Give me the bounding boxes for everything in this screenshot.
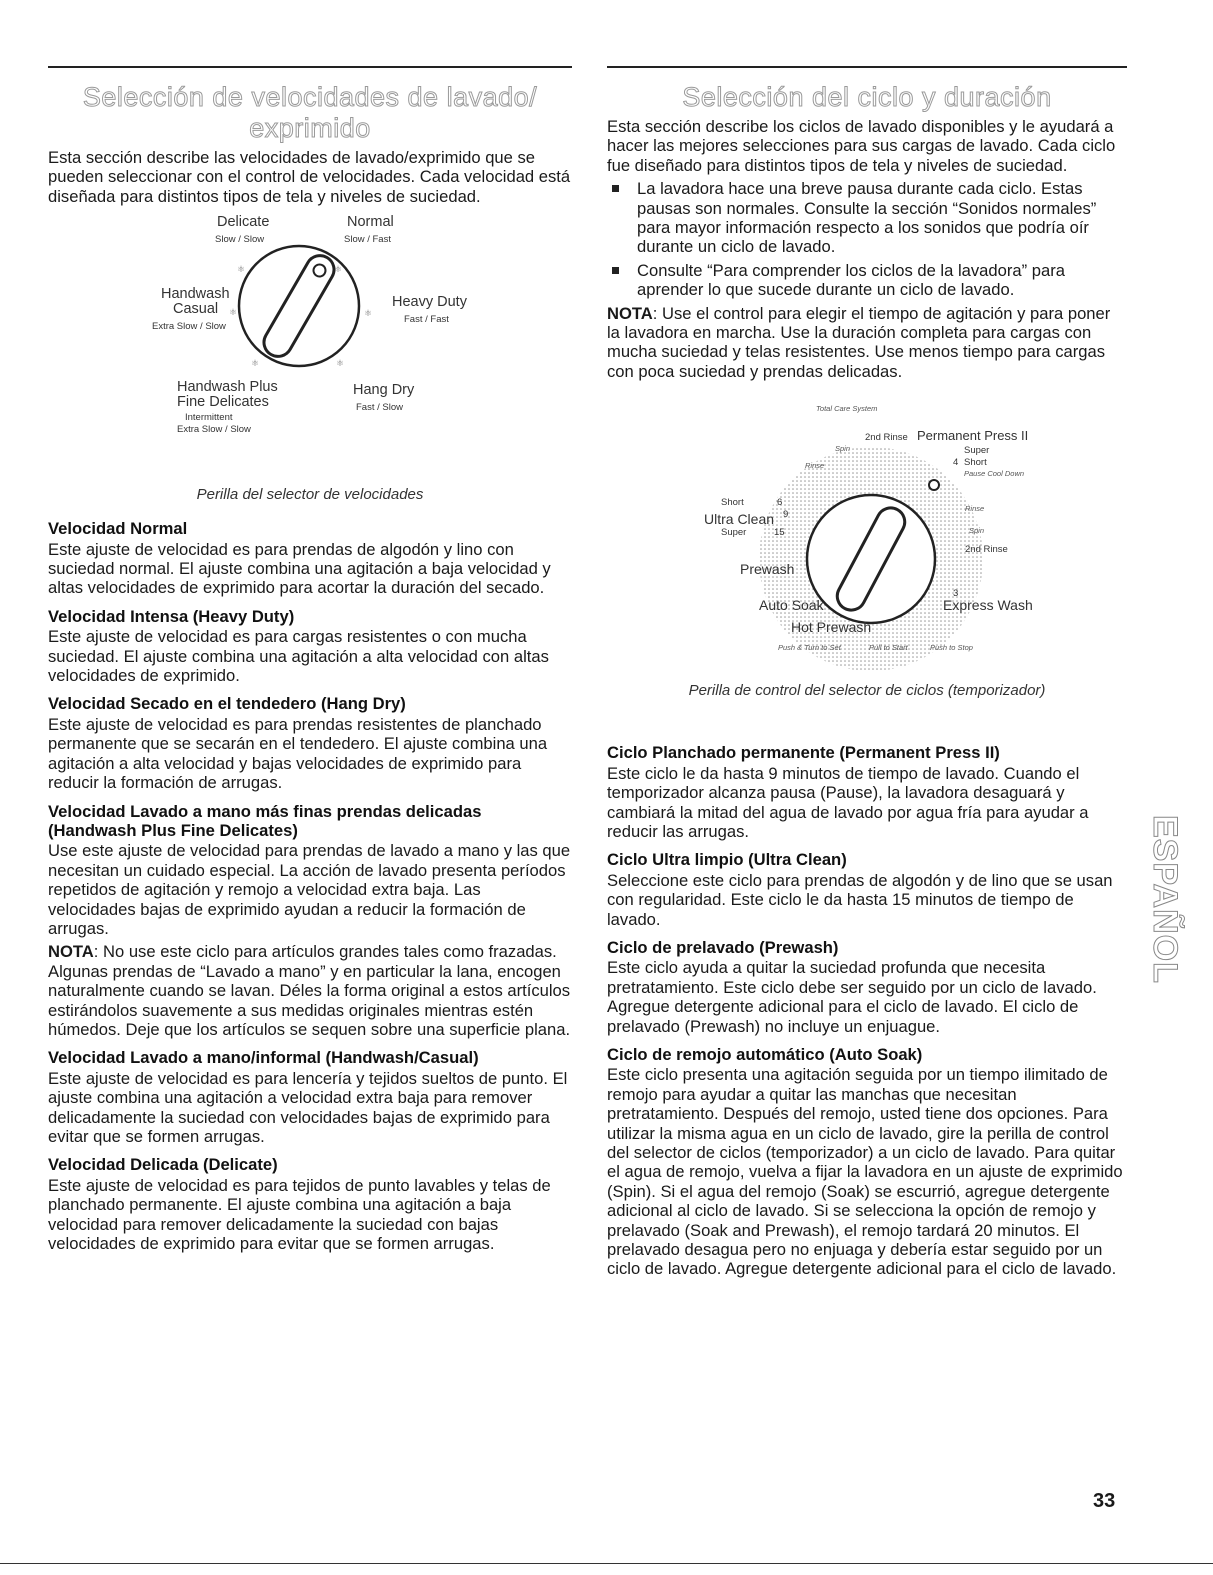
knob-label-casual: Casual: [173, 301, 219, 318]
speed-knob-caption: Perilla del selector de velocidades: [196, 486, 424, 504]
bullet-item: Consulte “Para comprender los ciclos de la lavadora” para aprender lo que sucede durante un ciclo de lavado.: [607, 261, 1127, 300]
right-top-rule: [607, 66, 1127, 68]
timer-hint-push-turn: Push & Turn to Set: [778, 643, 841, 653]
right-sections: [607, 743, 1127, 1279]
timer-system-label: Total Care System: [816, 404, 878, 414]
section-body: Use este ajuste de velocidad para prendas de lavado a mano y las que necesitan un cuidado especial. La acción de lavado presenta períodos repetidos de agitación y remojo a velocidad extra baja. Las velocidades bajas de exprimido ayudan a reducir la formación de arrugas.: [48, 841, 571, 938]
right-intro: Esta sección describe los ciclos de lavado disponibles y le ayudará a hacer las mejores selecciones para sus cargas de lavado. Cada ciclo fue diseñado para distintos tipos de tela y niveles de suciedad.: [607, 117, 1116, 175]
timer-label-super: Super: [964, 445, 990, 457]
knob-label-hang-dry: Hang Dry: [353, 382, 415, 399]
section-body: Este ajuste de velocidad es para prendas resistentes de planchado permanente que se secarán en el tendedero. El ajuste combina una agitación a alta velocidad y bajas velocidades de exprimido para reducir la formación de arrugas.: [48, 714, 548, 793]
timer-hint-push-stop: Push to Stop: [930, 643, 973, 653]
knob-label-normal: Normal: [347, 214, 394, 231]
left-sections: [48, 519, 572, 1253]
timer-hint-pull-start: Pull to Start: [869, 643, 908, 653]
knob-speed-heavy-duty: Fast / Fast: [404, 314, 449, 326]
left-note: [48, 942, 572, 1039]
timer-label-express-wash: Express Wash: [943, 597, 1033, 614]
timer-knob-caption: Perilla de control del selector de ciclos (temporizador): [688, 682, 1046, 700]
knob-speed-handwash-plus: Extra Slow / Slow: [177, 424, 251, 436]
note-text: : No use este ciclo para artículos grandes tales como frazadas. Algunas prendas de “Lavado a mano” y en particular la lana, encogen naturalmente cuando se lavan. Déles la forma original a estos artículos estirándolos suavemente a sus medidas originales mientras estén húmedos. Deje que los artículos se sequen sobre una superficie plana.: [48, 942, 571, 1039]
left-intro: Esta sección describe las velocidades de lavado/exprimido que se pueden seleccionar con el control de velocidades. Cada velocidad está diseñada para distintos tipos de tela y niveles de suciedad.: [48, 148, 571, 206]
section-heading: Velocidad Intensa (Heavy Duty): [48, 606, 295, 626]
speed-knob-graphic: [48, 214, 572, 510]
right-column: [607, 66, 1127, 1279]
note-label: NOTA: [607, 303, 653, 323]
language-tab-label: ESPAÑOL: [1146, 815, 1184, 984]
left-top-rule: [48, 66, 572, 68]
left-column: [48, 66, 572, 1253]
bottom-rule: [0, 1563, 1213, 1564]
timer-label-super-left: Super: [721, 527, 747, 539]
knob-label-delicate: Delicate: [217, 214, 270, 231]
timer-minutes-3: 3: [953, 588, 959, 600]
timer-label-spin-right: Spin: [969, 526, 985, 536]
timer-label-auto-soak: Auto Soak: [759, 597, 824, 614]
knob-speed-casual: Extra Slow / Slow: [152, 321, 226, 333]
timer-knob-graphic: [607, 399, 1127, 699]
timer-label-rinse: Rinse: [805, 461, 825, 471]
timer-label-short-left: Short: [721, 497, 744, 509]
timer-minutes-4: 4: [953, 457, 959, 469]
knob-speed-delicate: Slow / Slow: [215, 234, 265, 246]
knob-label-intermittent: Intermittent: [185, 412, 233, 424]
section-body: Este ajuste de velocidad es para prendas de algodón y lino con suciedad normal. El ajuste combina una agitación a baja velocidad y altas velocidades de exprimido para acortar la duración del secado.: [48, 539, 551, 598]
knob-label-handwash: Handwash: [161, 286, 230, 303]
section-body: Seleccione este ciclo para prendas de algodón y de lino que se usan con regularidad. Este ciclo le da hasta 15 minutos de tiempo de lavado.: [607, 870, 1113, 929]
language-side-tab: [1146, 815, 1186, 1055]
section-body: Este ajuste de velocidad es para cargas resistentes o con mucha suciedad. El ajuste combina una agitación a alta velocidad con altas velocidades de exprimido.: [48, 627, 549, 686]
timer-label-pause: Pause Cool Down: [964, 469, 1025, 479]
timer-minutes-9: 9: [783, 509, 789, 521]
knob-label-fine-delicates: Fine Delicates: [177, 394, 269, 411]
timer-label-permanent-press: Permanent Press II: [917, 428, 1029, 444]
svg-text:⚛: ⚛: [237, 264, 246, 275]
note-label: NOTA: [48, 942, 94, 962]
section-heading: Velocidad Lavado a mano más finas prendas delicadas (Handwash Plus Fine Delicates): [48, 801, 482, 840]
right-section-title: Selección del ciclo y duración: [682, 82, 1052, 112]
timer-label-spin: Spin: [835, 444, 851, 454]
section-body: Este ajuste de velocidad es para tejidos de punto lavables y telas de planchado permanente. El ajuste combina una agitación a baja velocidad para remover delicadamente la suciedad con bajas velocidades de exprimido para evitar que se formen arrugas.: [48, 1175, 551, 1254]
section-body: Este ajuste de velocidad es para lencería y tejidos sueltos de punto. El ajuste combina una agitación a velocidad extra baja para remover delicadamente la suciedad con velocidades bajas de exprimido para evitar que se formen arrugas.: [48, 1068, 568, 1146]
bullet-item: La lavadora hace una breve pausa durante cada ciclo. Estas pausas son normales. Consulte la sección “Sonidos normales” para mayor información respecto a los sonidos que podría oír durante un ciclo de lavado.: [607, 179, 1127, 257]
timer-label-rinse-right: Rinse: [965, 504, 985, 514]
timer-label-ultra-clean: Ultra Clean: [704, 511, 775, 528]
section-heading: Velocidad Delicada (Delicate): [48, 1155, 278, 1175]
section-heading: Velocidad Secado en el tendedero (Hang Dry): [48, 694, 406, 714]
svg-text:⚛: ⚛: [364, 308, 373, 319]
timer-minutes-6: 6: [777, 497, 783, 509]
timer-minutes-15: 15: [774, 527, 785, 539]
timer-label-2nd-rinse-top: 2nd Rinse: [865, 432, 908, 444]
page-number: 33: [1093, 1490, 1116, 1512]
knob-label-heavy-duty: Heavy Duty: [392, 294, 467, 311]
knob-speed-hang-dry: Fast / Slow: [356, 402, 403, 414]
note-text: : Use el control para elegir el tiempo de agitación y para poner la lavadora en marcha. Use la duración completa para cargas con mucha suciedad y telas resistentes. Use menos tiempo para cargas con poca suciedad y prendas delicadas.: [607, 303, 1111, 381]
svg-text:⚛: ⚛: [336, 358, 345, 369]
timer-label-prewash: Prewash: [740, 561, 795, 578]
section-heading: Velocidad Lavado a mano/informal (Handwash/Casual): [48, 1048, 479, 1068]
section-heading: Ciclo Ultra limpio (Ultra Clean): [607, 850, 847, 870]
svg-text:⚛: ⚛: [251, 358, 260, 369]
timer-label-short: Short: [964, 457, 987, 469]
section-heading: Ciclo de prelavado (Prewash): [607, 937, 839, 957]
timer-label-hot-prewash: Hot Prewash: [791, 619, 872, 636]
knob-speed-normal: Slow / Fast: [344, 234, 391, 246]
section-body: Este ciclo presenta una agitación seguida por un tiempo ilimitado de remojo para ayudar a quitar las manchas que necesitan pretratamiento. Después del remojo, usted tiene dos opciones. Para utilizar la misma agua en un ciclo de lavado, gire la perilla de control del selector de ciclos (temporizador) a un ciclo de lavado. Para quitar el agua de remojo, vuelva a fijar la lavadora en un ajuste de exprimido (Spin). Si el agua del remojo (Soak) se escurrió, agregue detergente adicional al ciclo de lavado. Si se selecciona la opción de remojo y prelavado (Soak and Prewash), el remojo tardará 20 minutos. El prelavado desagua pero no enjuaga y debería estar seguido por un ciclo de lavado. Agregue detergente adicional para el ciclo de lavado.: [607, 1065, 1123, 1279]
speed-selector-diagram: [48, 214, 572, 510]
section-body: Este ciclo le da hasta 9 minutos de tiempo de lavado. Cuando el temporizador alcanza pausa (Pause), la lavadora desaguará y cambiará la mitad del agua de lavado por agua fría para ayudar a reducir las arrugas.: [607, 763, 1089, 841]
svg-text:⚛: ⚛: [229, 307, 238, 318]
svg-text:⚛: ⚛: [334, 264, 343, 275]
section-body: Este ciclo ayuda a quitar la suciedad profunda que necesita pretratamiento. Este ciclo debe ser seguido por un ciclo de lavado. Agregue detergente adicional para el ciclo de lavado. El ciclo de prelavado (Prewash) no incluye un enjuague.: [607, 958, 1097, 1036]
timer-label-2nd-rinse-right: 2nd Rinse: [965, 544, 1008, 556]
cycle-timer-diagram: [607, 399, 1127, 729]
section-heading: Ciclo de remojo automático (Auto Soak): [607, 1044, 923, 1064]
right-note: [607, 304, 1127, 382]
section-heading: Ciclo Planchado permanente (Permanent Press II): [607, 743, 1000, 763]
left-section-title: Selección de velocidades de lavado/ exprimido: [82, 82, 538, 143]
knob-label-handwash-plus: Handwash Plus: [177, 379, 278, 396]
section-heading: Velocidad Normal: [48, 519, 188, 539]
